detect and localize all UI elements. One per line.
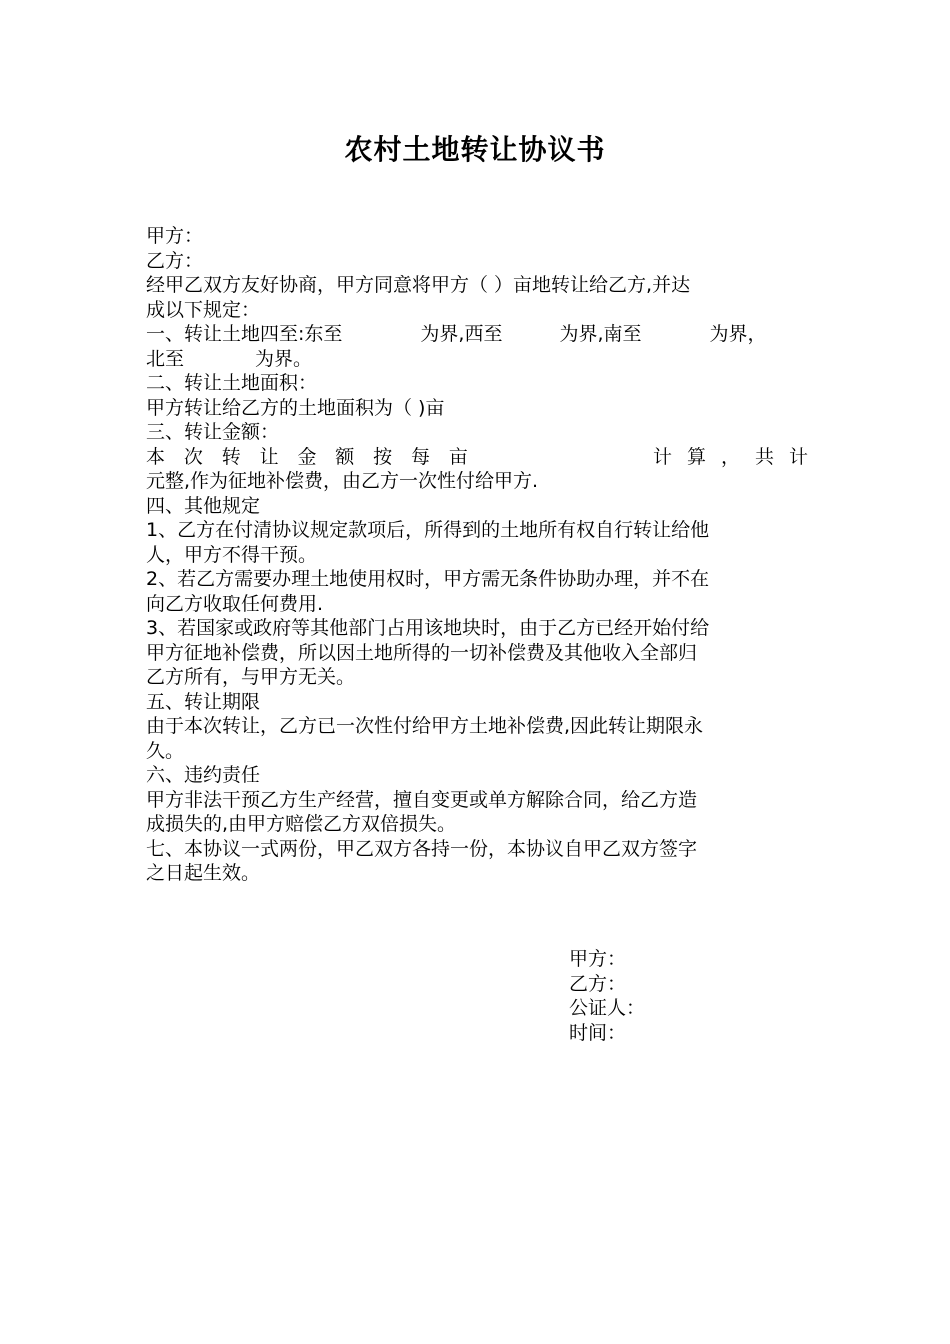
party-a-line: 甲方： (146, 225, 204, 247)
agreement-body (146, 224, 808, 886)
amount-char: 本 (146, 445, 166, 468)
amount-char: 转 (221, 445, 241, 468)
boundary-north-label: 北至 (146, 347, 185, 370)
section-3-heading: 三、转让金额： (146, 421, 280, 443)
sign-party-b: 乙方： (569, 972, 627, 995)
section-2-heading: 二、转让土地面积： (146, 372, 318, 394)
amount-right-text (653, 445, 808, 470)
sign-notary: 公证人： (569, 997, 646, 1019)
section-5-heading: 五、转让期限 (146, 690, 261, 713)
boundary-line-2 (146, 347, 808, 372)
intro-line-1: 经甲乙双方友好协商，甲方同意将甲方（ ）亩地转让给乙方,并达 (146, 274, 691, 296)
sign-party-a: 甲方： (569, 948, 627, 970)
area-line: 甲方转让给乙方的土地面积为（ )亩 (146, 396, 445, 419)
boundary-north-end: 为界。 (255, 347, 313, 370)
amount-char: 让 (259, 445, 279, 468)
amount-char: ， (720, 445, 740, 468)
clause-4-3-line-3: 乙方所有，与甲方无关。 (146, 666, 356, 688)
boundary-east-label: 一、转让土地四至:东至 (146, 323, 343, 345)
clause-4-2-line-1: 2、若乙方需要办理土地使用权时，甲方需无条件协助办理，并不在 (146, 568, 710, 590)
clause-4-3-line-2: 甲方征地补偿费，所以因土地所得的一切补偿费及其他收入全部归 (146, 641, 698, 664)
amount-char: 每 (411, 445, 431, 468)
amount-char: 亩 (448, 445, 468, 468)
amount-char: 计 (788, 445, 808, 468)
section-6-heading: 六、违约责任 (146, 764, 261, 786)
amount-char: 算 (686, 445, 706, 468)
section-7-line-2: 之日起生效。 (146, 862, 261, 884)
clause-4-1-line-2: 人，甲方不得干预。 (146, 543, 318, 566)
document-title: 农村土地转让协议书 (344, 133, 606, 166)
clause-4-2-line-2: 向乙方收取任何费用. (146, 592, 324, 615)
amount-char: 金 (297, 445, 317, 468)
clause-4-3-line-1: 3、若国家或政府等其他部门占用该地块时，由于乙方已经开始付给 (146, 617, 710, 639)
amount-char: 额 (335, 445, 355, 468)
amount-char: 按 (373, 445, 393, 468)
liability-line-2: 成损失的,由甲方赔偿乙方双倍损失。 (146, 813, 457, 835)
section-7-line-1: 七、本协议一式两份，甲乙双方各持一份，本协议自甲乙双方签字 (146, 837, 698, 860)
section-4-heading: 四、其他规定 (146, 494, 261, 517)
amount-char: 共 (754, 445, 774, 468)
party-b-line: 乙方： (146, 249, 204, 272)
boundary-west-label: 为界,西至 (420, 323, 503, 345)
amount-char: 计 (653, 445, 673, 468)
amount-line-1 (146, 445, 808, 470)
boundary-south-label: 为界,南至 (559, 323, 642, 345)
amount-left-text (146, 445, 468, 470)
clause-4-1-line-1: 1、乙方在付清协议规定款项后，所得到的土地所有权自行转让给他 (146, 519, 710, 541)
amount-line-2: 元整,作为征地补偿费，由乙方一次性付给甲方. (146, 470, 539, 492)
signature-block (569, 947, 645, 1045)
boundary-line-1 (146, 322, 808, 347)
amount-char: 次 (183, 445, 203, 468)
term-line-2: 久。 (146, 739, 185, 762)
sign-date: 时间： (569, 1021, 627, 1044)
intro-line-2: 成以下规定： (146, 298, 261, 321)
boundary-south-end: 为界， (709, 323, 767, 345)
term-line-1: 由于本次转让，乙方已一次性付给甲方土地补偿费,因此转让期限永 (146, 715, 704, 737)
liability-line-1: 甲方非法干预乙方生产经营，擅自变更或单方解除合同，给乙方造 (146, 788, 698, 811)
